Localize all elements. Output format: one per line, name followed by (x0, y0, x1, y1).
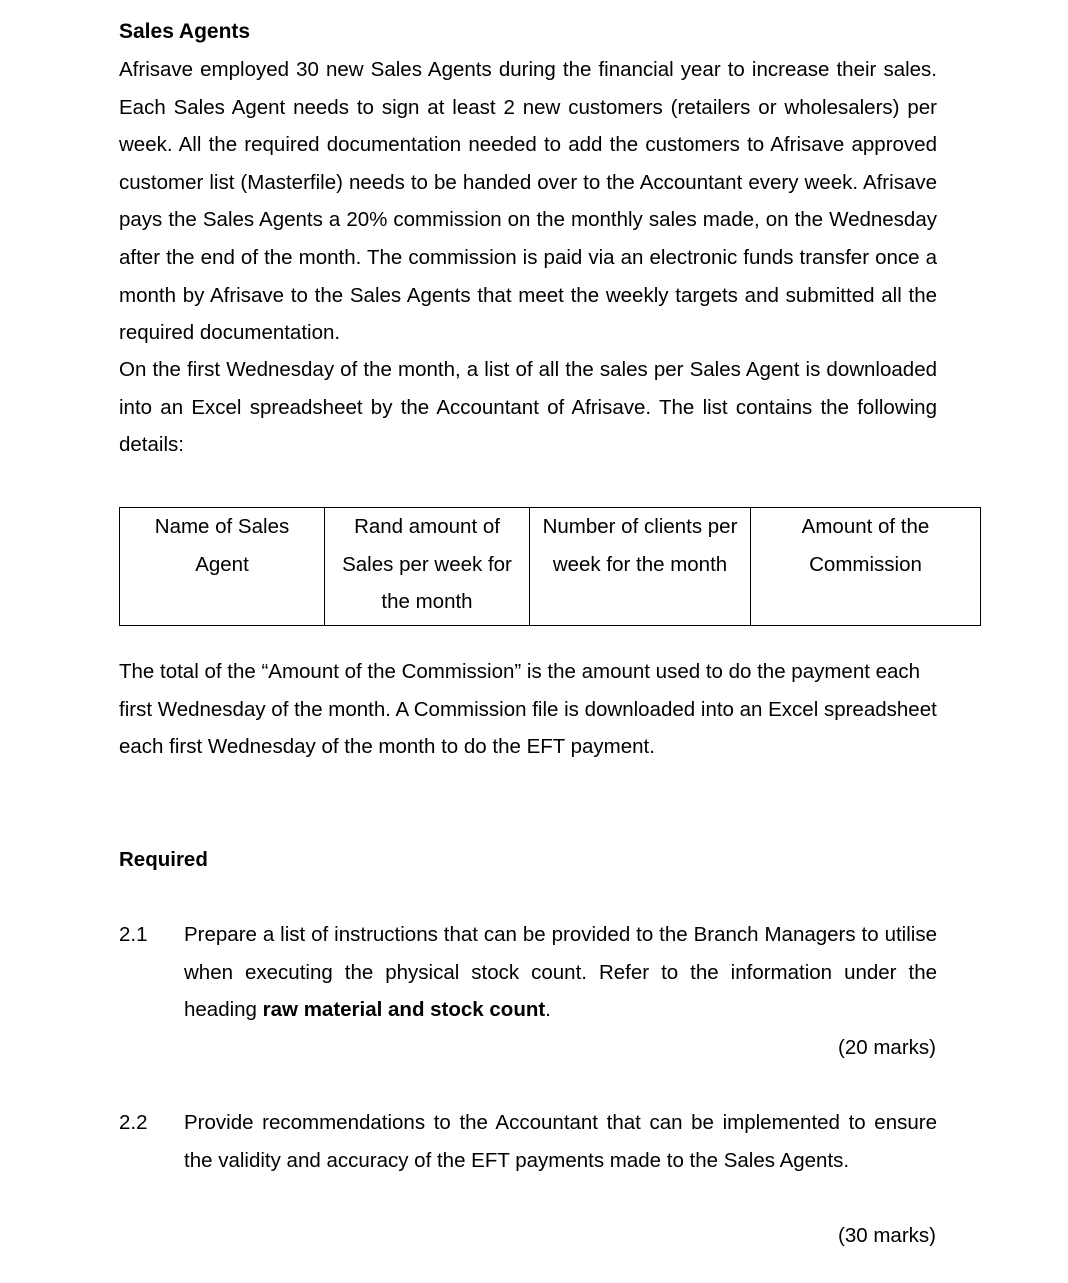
question-marks: (30 marks) (838, 1224, 936, 1247)
table-header-row (120, 508, 981, 626)
question-number: 2.2 (119, 1111, 148, 1134)
required-heading: Required (119, 848, 208, 871)
question-text-part: . (545, 998, 551, 1022)
column-rand-amount: Rand amount of Sales per week for the month (325, 508, 530, 626)
section-heading: Sales Agents (119, 20, 251, 43)
column-name-of-sales-agent: Name of Sales Agent (120, 508, 325, 626)
column-number-of-clients: Number of clients per week for the month (530, 508, 751, 626)
question-marks: (20 marks) (838, 1036, 936, 1059)
intro-paragraph: Afrisave employed 30 new Sales Agents during the financial year to increase their sales. Each Sales Agent needs to sign at least 2 new customers (retailers or wholesalers) per week. All the required documentation needed to add the customers to Afrisave approved customer list (Masterfile) needs to be handed over to the Accountant every week. Afrisave pays the Sales Agents a 20% commission on the monthly sales made, on the Wednesday after the end of the month. The commission is paid via an electronic funds transfer once a month by Afrisave to the Sales Agents that meet the weekly targets and submitted all the required documentation. (119, 58, 937, 345)
question-text: Provide recommendations to the Accountant that can be implemented to ensure the validity and accuracy of the EFT payments made to the Sales Agents. (184, 1111, 937, 1172)
column-amount-of-commission: Amount of the Commission (751, 508, 981, 626)
question-text-bold: raw material and stock count (262, 998, 546, 1022)
question-text-part: Prepare a list of instructions that can be provided to the Branch Managers to utilise when executing the physical stock count. Refer to the information under the heading (184, 923, 937, 1022)
question-number: 2.1 (119, 923, 148, 946)
list-description-paragraph: On the first Wednesday of the month, a list of all the sales per Sales Agent is downloaded into an Excel spreadsheet by the Accountant of Afrisave. The list contains the following details: (119, 358, 937, 457)
commission-total-paragraph: The total of the “Amount of the Commission” is the amount used to do the payment each first Wednesday of the month. A Commission file is downloaded into an Excel spreadsheet each first Wednesday of the month to do the EFT payment. (119, 660, 937, 759)
question-text (184, 916, 937, 1029)
details-table (119, 507, 981, 626)
